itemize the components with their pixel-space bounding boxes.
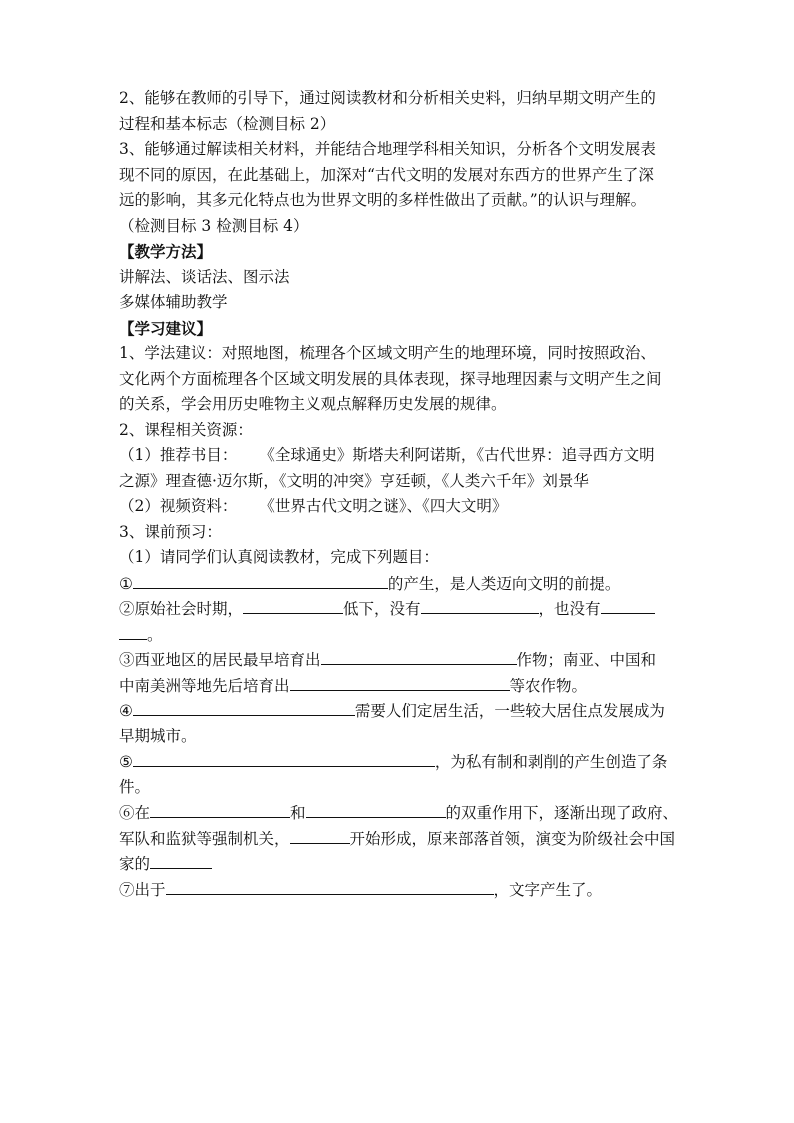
goal-2-line-1: 2、能够在教师的引导下，通过阅读教材和分析相关史料，归纳早期文明产生的 xyxy=(119,89,656,107)
document-body xyxy=(119,86,695,902)
question-6-line-2: 军队和监狱等强制机关， 开始形成，原来部落首领，演变为阶级社会中国 xyxy=(119,826,695,852)
videos-label: （2）视频资料： xyxy=(119,497,238,515)
advice-1-line-2: 文化两个方面梳理各个区域文明发展的具体表现，探寻地理因素与文明产生之间 xyxy=(119,369,662,388)
answer-blank[interactable] xyxy=(150,800,290,818)
question-2-line-1: ②原始社会时期， 低下，没有 ，也没有 xyxy=(119,596,695,622)
question-5-line-2: 件。 xyxy=(119,777,151,796)
methods-heading: 【教学方法】 xyxy=(119,242,213,261)
answer-blank[interactable] xyxy=(321,647,517,665)
advice-2-2 xyxy=(119,494,695,520)
answer-blank[interactable] xyxy=(119,622,147,640)
goal-3-line-2: 现不同的原因，在此基础上，加深对“古代文明的发展对东西方的世界产生了深 xyxy=(119,165,654,184)
methods-line-1: 讲解法、谈话法、图示法 xyxy=(119,267,290,286)
question-3-line-1: ③西亚地区的居民最早培育出 作物；南亚、中国和 xyxy=(119,647,695,673)
answer-blank[interactable] xyxy=(166,877,494,895)
answer-blank[interactable] xyxy=(133,749,435,767)
question-5-line-1: ⑤ ，为私有制和剥削的产生创造了条 xyxy=(119,749,695,775)
question-4-line-2: 早期城市。 xyxy=(119,726,197,745)
goal-3-line-3: 远的影响，其多元化特点也为世界文明的多样性做出了贡献。”的认识与理解。 xyxy=(119,191,647,209)
answer-blank[interactable] xyxy=(133,698,355,716)
advice-2-1-line-1 xyxy=(119,443,695,469)
advice-heading: 【学习建议】 xyxy=(119,318,213,338)
answer-blank[interactable] xyxy=(290,826,350,844)
answer-blank[interactable] xyxy=(243,596,343,614)
goal-3-line-1: 3、能够通过解读相关材料，并能结合地理学科相关知识，分析各个文明发展表 xyxy=(119,140,656,158)
question-6-line-1: ⑥在 和 的双重作用下，逐渐出现了政府、 xyxy=(119,800,695,826)
goal-3-line-4: （检测目标 3 检测目标 4） xyxy=(119,216,309,235)
advice-1-line-3: 的关系，学会用历史唯物主义观点解释历史发展的规律。 xyxy=(119,395,507,413)
answer-blank[interactable] xyxy=(290,673,510,691)
question-1: ① 的产生，是人类迈向文明的前提。 xyxy=(119,571,695,597)
question-2-line-2: 。 xyxy=(119,622,695,648)
goal-2-line-2: 过程和基本标志（检测目标 2） xyxy=(119,114,336,133)
question-7: ⑦出于 ，文字产生了。 xyxy=(119,877,695,903)
question-3-line-2: 中南美洲等地先后培育出 等农作物。 xyxy=(119,673,695,699)
advice-3: 3、课前预习： xyxy=(119,522,222,541)
question-6-line-3: 家的 xyxy=(119,851,695,877)
answer-blank[interactable] xyxy=(306,800,446,818)
answer-blank[interactable] xyxy=(150,851,212,869)
advice-2-1-line-2: 之源》理查德·迈尔斯，《文明的冲突》亨廷顿，《人类六千年》刘景华 xyxy=(119,471,589,490)
advice-1-line-1: 1、学法建议：对照地图，梳理各个区域文明产生的地理环境，同时按照政治、 xyxy=(119,344,656,362)
answer-blank[interactable] xyxy=(601,596,655,614)
answer-blank[interactable] xyxy=(421,596,539,614)
question-4-line-1: ④ 需要人们定居生活，一些较大居住点发展成为 xyxy=(119,698,695,724)
videos-list: 《世界古代文明之谜》、《四大文明》 xyxy=(259,497,508,515)
answer-blank[interactable] xyxy=(133,571,388,589)
books-list: 《全球通史》斯塔夫利阿诺斯，《古代世界：追寻西方文明 xyxy=(259,446,655,464)
books-label: （1）推荐书目： xyxy=(119,446,238,464)
advice-2: 2、课程相关资源： xyxy=(119,420,253,439)
methods-line-2: 多媒体辅助教学 xyxy=(119,293,228,311)
advice-3-1: （1）请同学们认真阅读教材，完成下列题目： xyxy=(119,548,439,566)
